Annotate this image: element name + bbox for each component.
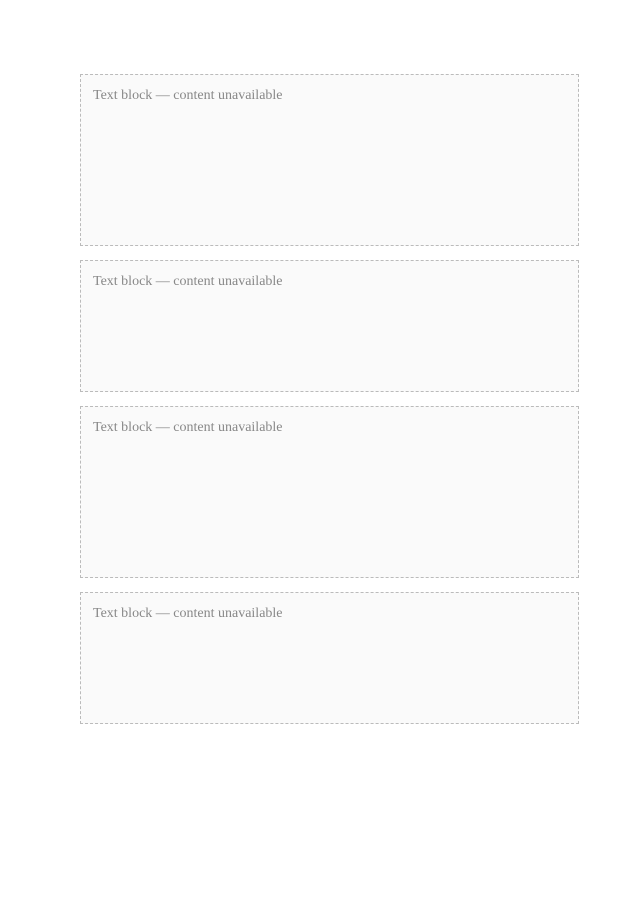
text-block: Text block — content unavailable	[80, 260, 579, 392]
text-block: Text block — content unavailable	[80, 406, 579, 578]
text-block: Text block — content unavailable	[80, 592, 579, 724]
text-block: Text block — content unavailable	[80, 74, 579, 246]
